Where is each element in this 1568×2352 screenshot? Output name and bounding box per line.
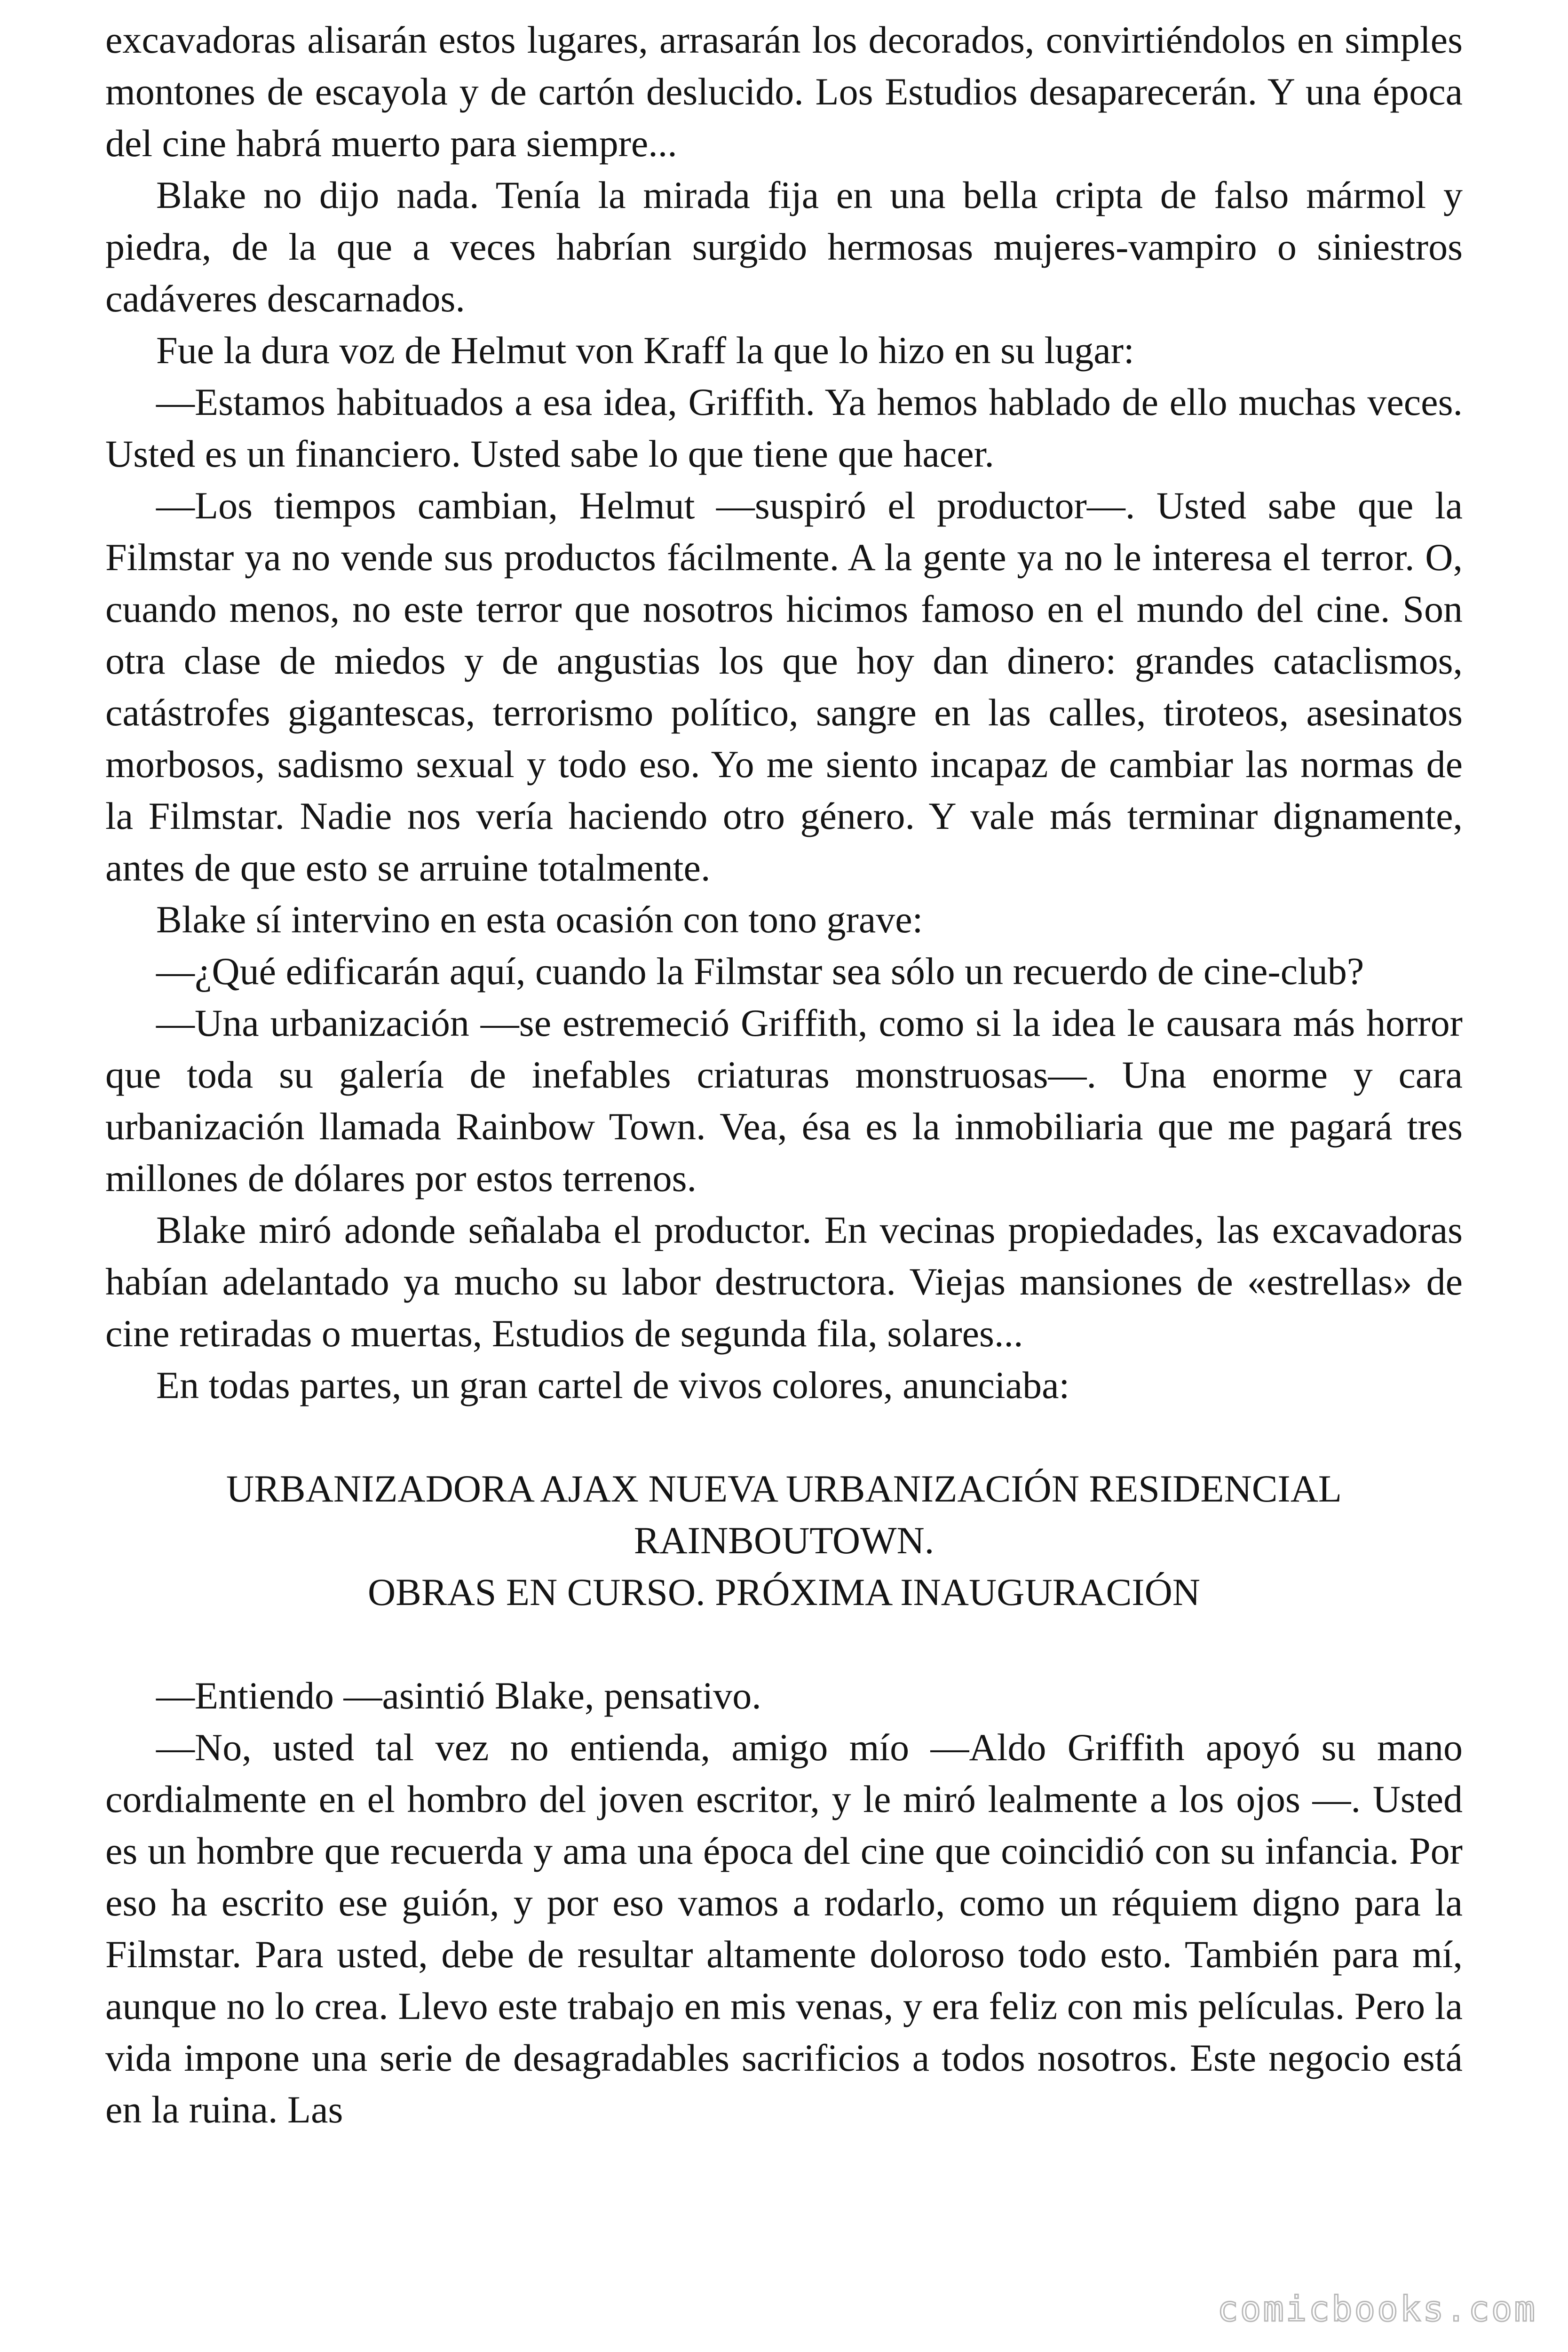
paragraph-helmut-intro: Fue la dura voz de Helmut von Kraff la que lo hizo en su lugar: [156, 329, 1134, 372]
paragraph-helmut-speech: —Estamos habituados a esa idea, Griffith. Ya hemos hablado de ello muchas veces. Usted es un financiero. Usted sabe lo que tiene que hacer. [105, 381, 1463, 475]
billboard-line-1: URBANIZADORA AJAX NUEVA URBANIZACIÓN RESIDENCIAL [226, 1467, 1342, 1510]
paragraph-sign-intro: En todas partes, un gran cartel de vivos colores, anunciaba: [156, 1364, 1070, 1406]
paragraph-blake-silent: Blake no dijo nada. Tenía la mirada fija en una bella cripta de falso mármol y piedra, de la que a veces habrían surgido hermosas mujeres-vampiro o siniestros cadáveres descarnados. [105, 174, 1463, 320]
paragraph-blake-question: —¿Qué edificarán aquí, cuando la Filmstar sea sólo un recuerdo de cine-club? [156, 950, 1364, 993]
paragraph-producer-speech: —Los tiempos cambian, Helmut —suspiró el productor—. Usted sabe que la Filmstar ya no vende sus productos fácilmente. A la gente ya no le interesa el terror. O, cuando menos, no este terror que nosotros hicimos famoso en el mundo del cine. Son otra clase de miedos y de angustias los que hoy dan dinero: grandes cataclismos, catástrofes gigantescas, terrorismo político, sangre en las calles, tiroteos, asesinatos morbosos, sadismo sexual y todo eso. Yo me siento incapaz de cambiar las normas de la Filmstar. Nadie nos vería haciendo otro género. Y vale más terminar dignamente, antes de que esto se arruine totalmente. [105, 484, 1463, 889]
page-body [105, 14, 1463, 2136]
billboard-line-2: RAINBOUTOWN. [634, 1519, 934, 1562]
paragraph-blake-looks: Blake miró adonde señalaba el productor. En vecinas propiedades, las excavadoras habían adelantado ya mucho su labor destructora. Viejas mansiones de «estrellas» de cine retiradas o muertas, Estudios de segunda fila, solares... [105, 1208, 1463, 1355]
billboard-text [105, 1463, 1463, 1618]
paragraph-griffith-explains: —No, usted tal vez no entienda, amigo mío —Aldo Griffith apoyó su mano cordialmente en el hombro del joven escritor, y le miró lealmente a los ojos —. Usted es un hombre que recuerda y ama una época del cine que coincidió con su infancia. Por eso ha escrito ese guión, y por eso vamos a rodarlo, como un réquiem digno para la Filmstar. Para usted, debe de resultar altamente doloroso todo esto. También para mí, aunque no lo crea. Llevo este trabajo en mis venas, y era feliz con mis películas. Pero la vida impone una serie de desagradables sacrificios a todos nosotros. Este negocio está en la ruina. Las [105, 1726, 1463, 2131]
watermark-text: comicbooks.com [1217, 2289, 1537, 2329]
paragraph-blake-understands: —Entiendo —asintió Blake, pensativo. [156, 1674, 761, 1717]
paragraph-blake-intervenes: Blake sí intervino en esta ocasión con tono grave: [156, 898, 923, 941]
paragraph-griffith-answer: —Una urbanización —se estremeció Griffith, como si la idea le causara más horror que toda su galería de inefables criaturas monstruosas—. Una enorme y cara urbanización llamada Rainbow Town. Vea, ésa es la inmobiliaria que me pagará tres millones de dólares por estos terrenos. [105, 1001, 1463, 1200]
billboard-line-3: OBRAS EN CURSO. PRÓXIMA INAUGURACIÓN [367, 1571, 1201, 1613]
paragraph-continuation: excavadoras alisarán estos lugares, arrasarán los decorados, convirtiéndolos en simples montones de escayola y de cartón deslucido. Los Estudios desaparecerán. Y una época del cine habrá muerto para siempre... [105, 18, 1463, 165]
